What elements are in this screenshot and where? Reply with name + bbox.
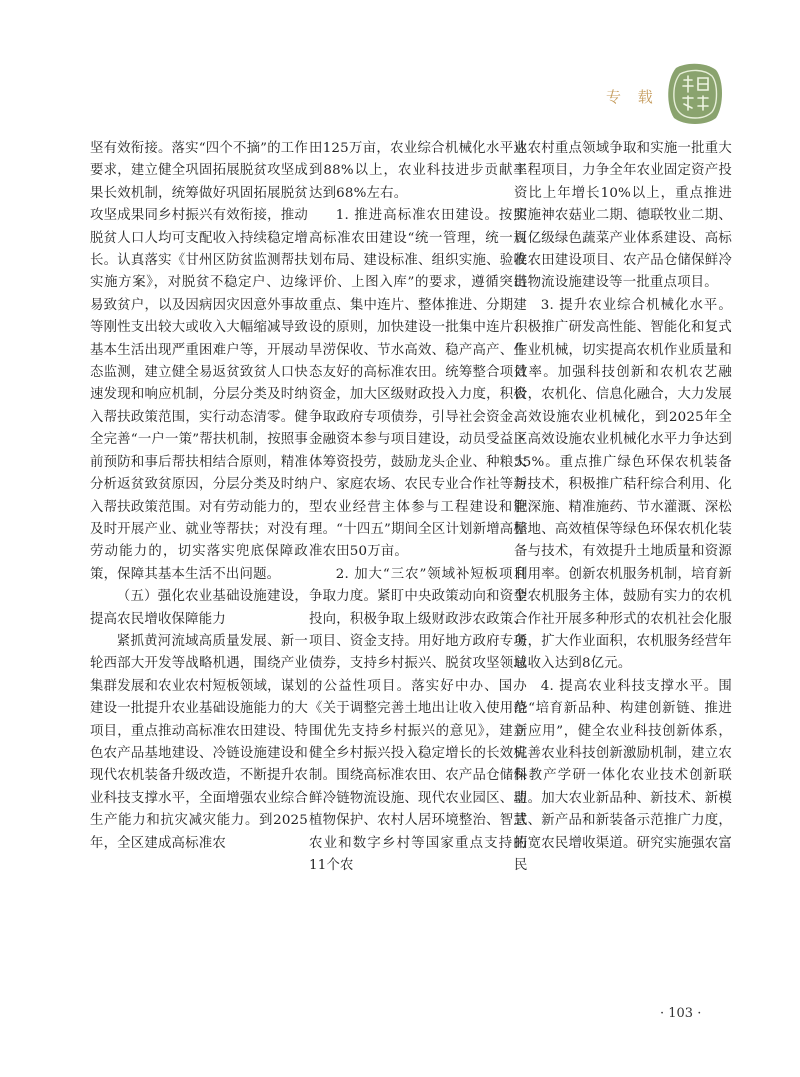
section-label: 专 载 [606, 88, 659, 106]
paragraph: 3. 提升农业综合机械化水平。积极推广研发高性能、智能化和复式作业机械，切实提高农机作业质量和效率。加强科技创新和农机农艺融合，农机化、信息化融合，大力发展高效设施农业机械化，到2025年全区高效设施农业机械化水平力争达到55%。重点推广绿色环保农机装备与技术，积极推广秸秆综合利用、化肥深施、精准施药、节水灌溉、深松整地、高效植保等绿色环保农机化装备与技术，有效提升土地质量和资源利用率。创新农机服务机制，培育新型农机服务主体，鼓励有实力的农机合作社开展多种形式的农机社会化服务，扩大作业面积，农机服务经营年总收入达到8亿元。 [514, 297, 732, 672]
seal-stamp [666, 62, 724, 126]
section-heading: （五）强化农业基础设施建设，提高农民增收保障能力 [90, 589, 308, 627]
text-column-3 [514, 138, 732, 877]
text-column-2 [309, 138, 527, 877]
paragraph: 坚有效衔接。落实“四个不摘”的工作要求，建立健全巩固拓展脱贫攻坚成果长效机制，统筹做好巩固拓展脱贫攻坚成果同乡村振兴有效衔接，推动脱贫人口人均可支配收入持续稳定增长。认真落实《甘州区防贫监测帮扶实施方案》，对脱贫不稳定户、边缘易致贫户，以及因病因灾因意外事故等刚性支出较大或收入大幅缩减导致基本生活出现严重困难户等，开展动态监测，建立健全易返贫致贫人口快速发现和响应机制，分层分类及时纳入帮扶政策范围，实行动态清零。健全完善“一户一策”帮扶机制，按照事前预防和事后帮扶相结合原则，精准分析返贫致贫原因，分层分类及时纳入帮扶政策范围。对有劳动能力的，及时开展产业、就业等帮扶；对没有劳动能力的，切实落实兜底保障政策，保障其基本生活不出问题。 [90, 141, 308, 582]
paragraph: 2. 加大“三农”领域补短板项目争取力度。紧盯中央政策动向和资金投向，积极争取上级财政涉农政策、项目、资金支持。用好地方政府专项债券，支持乡村振兴、脱贫攻坚领域的公益性项目。落实好中办、国办《关于调整完善土地出让收入使用范围优先支持乡村振兴的意见》，建立健全乡村振兴投入稳定增长的长效机制。围绕高标准农田、农产品仓储保鲜冷链物流设施、现代农业园区、动植物保护、农村人居环境整治、智慧农业和数字乡村等国家重点支持的11个农 [309, 566, 527, 873]
page-number: · 103 · [660, 1006, 702, 1021]
paragraph: 4. 提高农业科技支撑水平。围绕“培育新品种、构建创新链、推进新应用”，健全农业科技创新体系，完善农业科技创新激励机制，建立农科教产学研一体化农业技术创新联盟。加大农业新品种、新技术、新模式、新产品和新装备示范推广力度，拓宽农民增收渠道。研究实施强农富民 [514, 678, 732, 873]
text-column-1 [90, 138, 308, 855]
paragraph: 田125万亩，农业综合机械化水平达到88%以上，农业科技进步贡献率达到68%左右。 [309, 141, 527, 201]
paragraph: 紧抓黄河流域高质量发展、新一轮西部大开发等战略机遇，围绕产业集群发展和农业农村短板领域，谋划建设一批提升农业基础设施能力的大项目，重点推动高标准农田建设、特色农产品基地建设、冷链设施建设和现代农机装备升级改造，不断提升农业科技支撑水平，全面增强农业综合生产能力和抗灾减灾能力。到2025年，全区建成高标准农 [90, 633, 308, 851]
paragraph: 1. 推进高标准农田建设。按照高标准农田建设“统一管理，统一规划布局、建设标准、组织实施、验收评价、上图入库”的要求，遵循突出重点、集中连片、整体推进、分期建设的原则，加快建设一批集中连片、旱涝保收、节水高效、稳产高产、生态友好的高标准农田。统筹整合项目资金，加大区级财政投入力度，积极争取政府专项债券，引导社会资金、金融资本参与项目建设，动员受益主体筹资投劳，鼓励龙头企业、种粮大户、家庭农场、农民专业合作社等新型农业经营主体参与工程建设和管理。“十四五”期间全区计划新增高标准农田50万亩。 [309, 208, 527, 560]
paragraph: 业农村重点领域争取和实施一批重大工程项目，力争全年农业固定资产投资比上年增长10%以上，重点推进实施神农菇业二期、德联牧业二期、百亿级绿色蔬菜产业体系建设、高标准农田建设项目、农产品仓储保鲜冷链物流设施建设等一批重点项目。 [514, 141, 732, 291]
